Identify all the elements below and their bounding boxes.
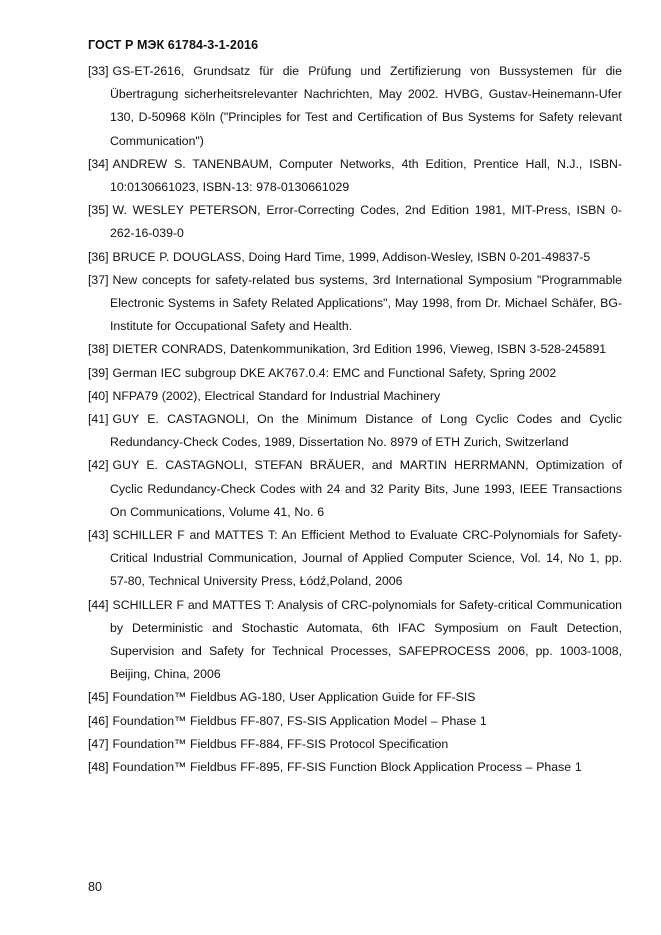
reference-item: [88, 686, 622, 709]
reference-number: [34]: [88, 156, 109, 171]
reference-list: [88, 60, 622, 779]
reference-number: [40]: [88, 388, 109, 403]
reference-text: GUY E. CASTAGNOLI, On the Minimum Distance of Long Cyclic Codes and Cyclic Redundancy-Check Codes, 1989, Dissertation No. 8979 of ETH Zurich, Switzerland: [110, 412, 622, 450]
reference-text: W. WESLEY PETERSON, Error-Correcting Codes, 2nd Edition 1981, MIT-Press, ISBN 0-262-16-039-0: [110, 203, 622, 241]
reference-text: Foundation™ Fieldbus FF-895, FF-SIS Function Block Application Process – Phase 1: [112, 760, 582, 775]
reference-number: [41]: [88, 412, 109, 427]
reference-item: [88, 710, 622, 733]
reference-text: New concepts for safety-related bus systems, 3rd International Symposium "Programmable Electronic Systems in Safety Related Applications", May 1998, from Dr. Michael Schäfer, BG-Institute for Occupational Safety and Health.: [110, 272, 622, 334]
reference-text: GUY E. CASTAGNOLI, STEFAN BRÄUER, and MARTIN HERRMANN, Optimization of Cyclic Redundancy-Check Codes with 24 and 32 Parity Bits, June 1993, IEEE Transactions On Communications, Volume 41, No. 6: [110, 458, 622, 519]
reference-text: BRUCE P. DOUGLASS, Doing Hard Time, 1999, Addison-Wesley, ISBN 0-201-49837-5: [112, 249, 591, 264]
reference-number: [35]: [88, 203, 109, 218]
reference-item: [88, 60, 622, 153]
reference-item: [88, 594, 622, 687]
reference-number: [43]: [88, 528, 109, 543]
reference-number: [46]: [88, 713, 109, 728]
reference-text: Foundation™ Fieldbus AG-180, User Application Guide for FF-SIS: [112, 690, 476, 705]
reference-item: [88, 385, 622, 408]
reference-number: [45]: [88, 690, 109, 705]
reference-item: [88, 454, 622, 524]
reference-number: [37]: [88, 272, 109, 287]
reference-text: Foundation™ Fieldbus FF-807, FS-SIS Application Model – Phase 1: [112, 713, 487, 728]
reference-item: [88, 199, 622, 245]
reference-number: [47]: [88, 736, 109, 751]
reference-text: DIETER CONRADS, Datenkommunikation, 3rd Edition 1996, Vieweg, ISBN 3-528-245891: [112, 342, 607, 357]
reference-text: Foundation™ Fieldbus FF-884, FF-SIS Protocol Specification: [112, 736, 449, 751]
reference-item: [88, 524, 622, 594]
reference-item: [88, 362, 622, 385]
reference-text: GS-ET-2616, Grundsatz für die Prüfung und Zertifizierung von Bussystemen für die Übertragung sicherheitsrelevanter Nachrichten, May 2002. HVBG, Gustav-Heinemann-Ufer 130, D-50968 Köln ("Principles for Test and Certification of Bus Systems for Safety relevant Communication"): [110, 64, 622, 148]
reference-item: [88, 338, 622, 361]
page-number: 80: [88, 880, 102, 894]
reference-text: SCHILLER F and MATTES T: Analysis of CRC-polynomials for Safety-critical Communication by Deterministic and Stochastic Automata, 6th IFAC Symposium on Fault Detection, Supervision and Safety for Technical Processes, SAFEPROCESS 2006, pp. 1003-1008, Beijing, China, 2006: [110, 597, 622, 682]
reference-number: [42]: [88, 458, 109, 473]
reference-text: NFPA79 (2002), Electrical Standard for Industrial Machinery: [112, 388, 441, 403]
reference-number: [38]: [88, 342, 109, 357]
document-header: ГОСТ Р МЭК 61784-3-1-2016: [88, 38, 259, 52]
reference-item: [88, 246, 622, 269]
reference-text: SCHILLER F and MATTES T: An Efficient Method to Evaluate CRC-Polynomials for Safety-Critical Industrial Communication, Journal of Applied Computer Science, Vol. 14, No 1, pp. 57-80, Technical University Press, Łódź,Poland, 2006: [110, 528, 622, 589]
reference-number: [33]: [88, 64, 109, 78]
reference-number: [36]: [88, 249, 109, 264]
reference-text: ANDREW S. TANENBAUM, Computer Networks, 4th Edition, Prentice Hall, N.J., ISBN-10:0130661023, ISBN-13: 978-0130661029: [110, 156, 622, 195]
reference-number: [44]: [88, 597, 109, 612]
reference-number: [48]: [88, 760, 109, 775]
reference-item: [88, 408, 622, 454]
reference-item: [88, 269, 622, 339]
reference-number: [39]: [88, 365, 109, 380]
reference-item: [88, 153, 622, 199]
reference-item: [88, 733, 622, 756]
reference-text: German IEC subgroup DKE AK767.0.4: EMC and Functional Safety, Spring 2002: [112, 365, 557, 380]
reference-item: [88, 756, 622, 779]
